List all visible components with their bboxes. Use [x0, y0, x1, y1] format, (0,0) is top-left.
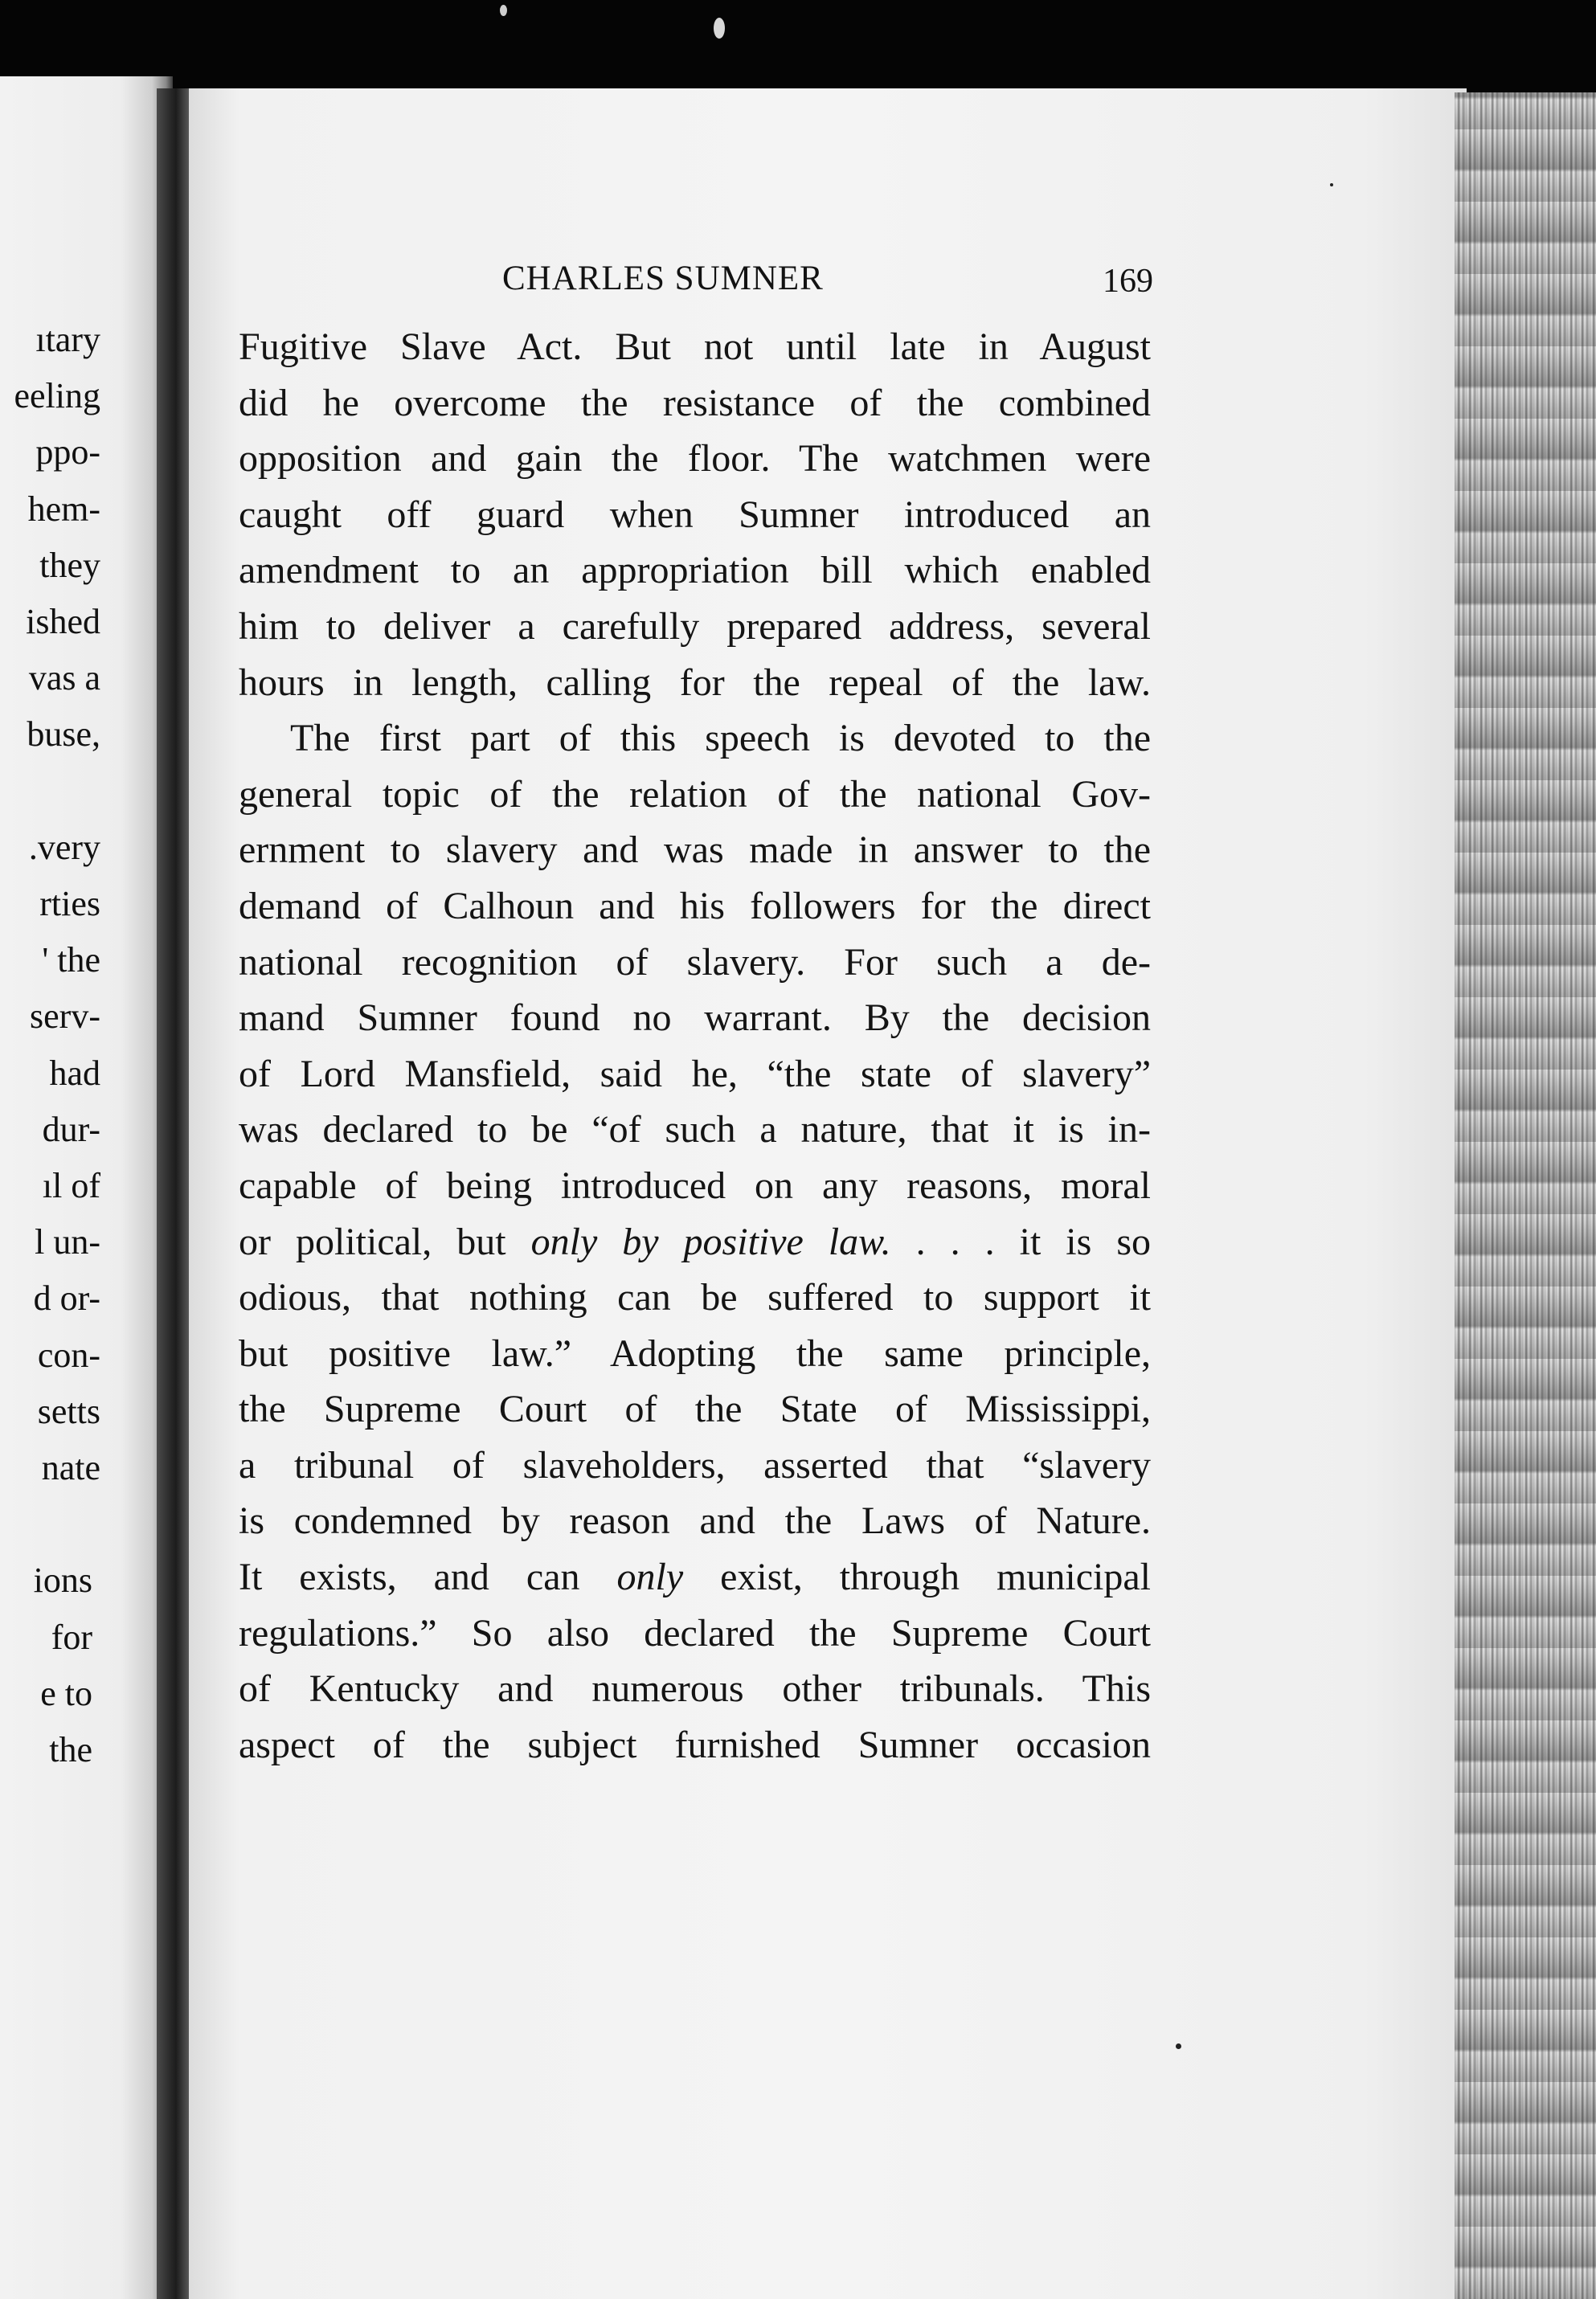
left-page-fragment: eeling	[14, 376, 100, 415]
text-line: general topic of the relation of the national Gov-	[239, 772, 1151, 816]
top-speck	[500, 5, 507, 16]
text-line	[239, 1549, 1151, 1606]
left-page-fragment: .very	[28, 828, 100, 867]
text-line: odious, that nothing can be suffered to support it	[239, 1276, 1151, 1319]
left-page-fragment: ' the	[42, 940, 100, 980]
text-segment: or political, but	[239, 1220, 531, 1263]
text-line: aspect of the subject furnished Sumner occasion	[239, 1723, 1151, 1766]
left-page-fragment: con-	[37, 1336, 100, 1375]
text-segment: It exists, and can	[239, 1556, 617, 1599]
italic-text: only by positive law.	[530, 1220, 891, 1263]
left-page-fragment: they	[39, 546, 100, 585]
text-line: opposition and gain the floor. The watchmen were	[239, 437, 1151, 481]
text-line: of Kentucky and numerous other tribunals. This	[239, 1667, 1151, 1711]
left-page-fragment: ished	[26, 602, 100, 641]
page-speck	[1176, 2043, 1181, 2049]
left-page-fragment: vas a	[28, 658, 100, 697]
left-page-fragment: rties	[39, 884, 100, 923]
text-line: is condemned by reason and the Laws of Nature.	[239, 1499, 1151, 1543]
left-page-fragment: nate	[41, 1448, 100, 1487]
body-text	[239, 319, 1151, 1773]
text-line: a tribunal of slaveholders, asserted that “slavery	[239, 1443, 1151, 1487]
running-title: CHARLES SUMNER	[502, 260, 824, 297]
page-speck	[1330, 183, 1333, 186]
page-number: 169	[1103, 263, 1153, 300]
left-page-fragment: buse,	[27, 714, 100, 754]
italic-text: only	[616, 1556, 684, 1599]
text-line: hours in length, calling for the repeal of the law.	[239, 661, 1151, 704]
text-line: amendment to an appropriation bill which enabled	[239, 549, 1151, 592]
text-line: caught off guard when Sumner introduced an	[239, 493, 1151, 536]
left-page-fragment: dur-	[42, 1110, 100, 1149]
text-line: Fugitive Slave Act. But not until late in August	[239, 325, 1151, 368]
top-speck	[714, 18, 725, 39]
left-facing-page	[0, 76, 173, 2299]
page-edges	[1455, 92, 1596, 2299]
left-page-fragment: e to	[40, 1674, 92, 1713]
text-line: The first part of this speech is devoted to the	[290, 717, 1151, 760]
text-segment: . . . it is so	[890, 1220, 1152, 1263]
text-line: mand Sumner found no warrant. By the decision	[239, 996, 1151, 1040]
text-line	[239, 1214, 1151, 1270]
left-page-fragment: the	[49, 1730, 92, 1769]
left-page-fragment: had	[49, 1053, 100, 1093]
text-segment: exist, through municipal	[683, 1556, 1151, 1599]
text-line: of Lord Mansfield, said he, “the state of slavery”	[239, 1052, 1151, 1095]
left-page-fragment: ions	[33, 1561, 92, 1600]
left-page-fragment: serv-	[30, 996, 100, 1036]
text-line: national recognition of slavery. For such a de-	[239, 940, 1151, 984]
left-page-fragment: hem-	[27, 489, 100, 529]
left-page-fragment: ppo-	[35, 432, 100, 472]
text-line: demand of Calhoun and his followers for the direct	[239, 884, 1151, 927]
text-line: but positive law.” Adopting the same principle,	[239, 1332, 1151, 1375]
left-page-fragment: l un-	[35, 1222, 100, 1262]
left-page-fragment: for	[51, 1618, 92, 1657]
left-page-fragment: setts	[37, 1392, 100, 1431]
text-line: the Supreme Court of the State of Mississippi,	[239, 1388, 1151, 1431]
left-page-fragment: d or-	[33, 1278, 100, 1318]
left-page-fragment: ıl of	[42, 1166, 100, 1205]
text-line: did he overcome the resistance of the combined	[239, 381, 1151, 424]
running-header	[502, 259, 1153, 307]
text-line: him to deliver a carefully prepared address, several	[239, 604, 1151, 648]
left-page-fragment: ıtary	[35, 320, 100, 359]
text-line: regulations.” So also declared the Supreme Court	[239, 1611, 1151, 1655]
text-line: was declared to be “of such a nature, that it is in-	[239, 1108, 1151, 1152]
text-line: capable of being introduced on any reasons, moral	[239, 1164, 1151, 1207]
text-line: ernment to slavery and was made in answer to the	[239, 828, 1151, 872]
